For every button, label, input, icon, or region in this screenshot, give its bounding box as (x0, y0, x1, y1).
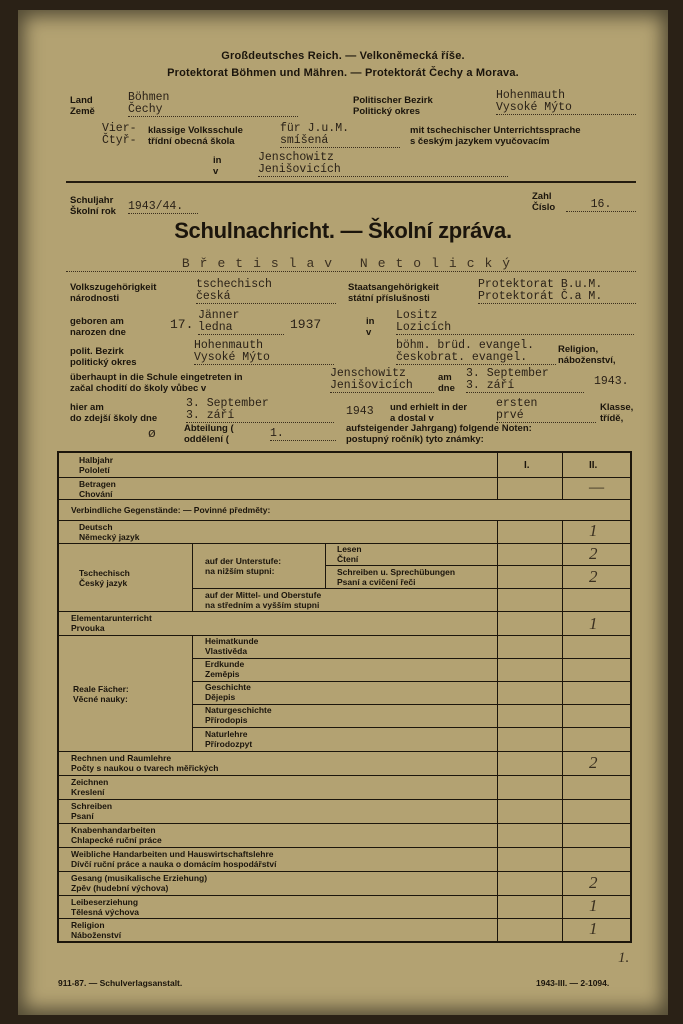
school-place-cz: Jenišovicích (258, 164, 508, 177)
land-value-cz: Čechy (128, 104, 298, 117)
header-line-1: Großdeutsches Reich. — Velkoněmecká říše. (221, 50, 465, 62)
geschichte-cell: Geschichte Dějepis (205, 682, 251, 702)
document-title: Schulnachricht. — Školní zpráva. (174, 218, 512, 243)
betragen-grade: — (589, 477, 605, 496)
volk-value-de: tschechisch (196, 278, 272, 291)
zahl-value: 16. (566, 199, 636, 212)
here-label: hier am do zdejší školy dne (70, 402, 158, 424)
knaben-cell: Knabenhandarbeiten Chlapecké ruční práce (71, 825, 162, 845)
birth-place-cz: Lozicích (396, 322, 634, 335)
staat-value-de: Protektorat B.u.M. (478, 278, 603, 291)
here-date-cz: 3. září (186, 410, 334, 423)
school-value-cz: smíšená (280, 135, 400, 148)
schreiben-sprech-grade: 2 (589, 567, 598, 586)
school-language-label: mit tschechischer Unterrichtssprache s českým jazykem vyučovacím (410, 125, 581, 147)
entered-label: überhaupt in die Schule eingetreten in začal chodití do školy vůbec v (70, 372, 243, 394)
elementar-grade: 1 (589, 614, 598, 633)
religion-value-de: böhm. brüd. evangel. (396, 339, 535, 352)
klasse-value-cz: prvé (496, 410, 596, 423)
zeichnen-cell: Zeichnen Kreslení (71, 777, 109, 797)
abteilung-value: 1. (270, 428, 336, 441)
deutsch-grade: 1 (589, 521, 598, 540)
betragen-cell: Betragen Chování (79, 479, 116, 499)
erdkunde-cell: Erdkunde Zeměpis (205, 659, 245, 679)
schuljahr-value: 1943/44. (128, 201, 198, 214)
section-label: Verbindliche Gegenstände: — Povinné předměty: (71, 505, 271, 515)
birth-label: geboren am narozen dne (70, 316, 126, 338)
birth-month-de: Jänner (198, 309, 240, 322)
col-header-2: II. (589, 460, 598, 471)
zahl-label: Zahl Číslo (532, 191, 556, 213)
birth-month-cz: ledna (198, 322, 284, 335)
schreiben-cell: Schreiben Psaní (71, 801, 113, 821)
school-value-de: für J.u.M. (280, 122, 350, 135)
abteilung-prefix: ø (148, 426, 156, 441)
school-report-sheet (18, 10, 668, 1015)
klasse-value-de: ersten (496, 397, 538, 410)
grades-table (57, 451, 632, 943)
jahrgang-label: aufsteigender Jahrgang) folgende Noten: postupný ročník) tyto známky: (346, 423, 532, 445)
leibes-grade: 1 (589, 896, 598, 915)
school-in-label: in v (213, 155, 222, 177)
footer-left: 911-87. — Schulverlagsanstalt. (58, 978, 183, 988)
birth-day: 17. (170, 317, 194, 332)
erhielt-label: und erhielt in der a dostal v (390, 402, 468, 424)
school-prefix-de: Vier- (102, 122, 137, 135)
entered-place-de: Jenschowitz (330, 367, 406, 380)
mittelstufe-cell: auf der Mittel- und Oberstufe na středním a vyšším stupni (205, 590, 322, 610)
reale-faecher-cell: Reale Fächer: Věcné nauky: (73, 684, 129, 704)
polbez-label: polit. Bezirk politický okres (70, 346, 137, 368)
birth-place-de: Lositz (396, 309, 438, 322)
school-place-de: Jenschowitz (258, 151, 334, 164)
religion-grade: 1 (589, 919, 598, 938)
entered-place-cz: Jenišovicích (330, 380, 434, 393)
naturlehre-cell: Naturlehre Přírodozpyt (205, 729, 253, 749)
here-date-de: 3. September (186, 397, 269, 410)
col-header-1: I. (524, 460, 530, 471)
volk-label: Volkszugehörigkeit národnosti (70, 282, 157, 304)
entered-date-cz: 3. září (466, 380, 584, 393)
rechnen-grade: 2 (589, 753, 598, 772)
halbjahr-cell: Halbjahr Pololetí (79, 455, 114, 475)
header-line-2: Protektorat Böhmen und Mähren. — Protektorát Čechy a Morava. (167, 67, 519, 79)
abteilung-label: Abteilung ( oddělení ( (184, 423, 234, 445)
elementar-cell: Elementarunterricht Prvouka (71, 613, 152, 633)
staat-value-cz: Protektorát Č.a M. (478, 291, 636, 304)
birth-year: 1937 (290, 317, 322, 332)
page-mark: 1. (618, 950, 630, 966)
staat-label: Staatsangehörigkeit státní příslušnosti (348, 282, 439, 304)
naturgeschichte-cell: Naturgeschichte Přírodopis (205, 705, 272, 725)
religion-cell: Religion Náboženství (71, 920, 122, 940)
unterstufe-cell: auf der Unterstufe: na nižším stupni: (205, 556, 282, 576)
student-name: Břetislav Netolický (66, 256, 636, 272)
rechnen-cell: Rechnen und Raumlehre Počty s naukou o tvarech měřických (71, 753, 219, 773)
schreiben-sprech-cell: Schreiben u. Sprechübungen Psaní a cvičení řeči (337, 567, 456, 587)
bezirk-value-cz: Vysoké Mýto (496, 102, 636, 115)
lesen-grade: 2 (589, 544, 598, 563)
entered-year: 1943. (594, 375, 629, 388)
weibliche-cell: Weibliche Handarbeiten und Hauswirtschaftslehre Dívčí ruční práce a nauka o domácím hospodářství (71, 849, 277, 869)
klasse-label: Klasse, třídě, (600, 402, 634, 424)
schuljahr-label: Schuljahr Školní rok (70, 195, 116, 217)
volk-value-cz: česká (196, 291, 336, 304)
polbez-value-cz: Vysoké Mýto (194, 352, 334, 365)
leibes-cell: Leibeserziehung Tělesná výchova (71, 897, 140, 917)
heimatkunde-cell: Heimatkunde Vlastivěda (205, 636, 259, 656)
lesen-cell: Lesen Čtení (337, 544, 362, 564)
gesang-cell: Gesang (musikalische Erziehung) Zpěv (hudební výchova) (71, 873, 208, 893)
religion-value-cz: českobrat. evangel. (396, 352, 556, 365)
here-year: 1943 (346, 405, 374, 418)
footer-right: 1943-III. — 2-1094. (536, 978, 610, 988)
religion-label: Religion, náboženství, (558, 344, 616, 366)
tschechisch-cell: Tschechisch Český jazyk (79, 568, 130, 588)
school-prefix-cz: Čtyř- (102, 134, 137, 147)
land-value-de: Böhmen (128, 91, 170, 104)
gesang-grade: 2 (589, 873, 598, 892)
birth-in-label: in v (366, 316, 375, 338)
header-rule (66, 181, 636, 183)
bezirk-label: Politischer Bezirk Politický okres (353, 95, 433, 117)
entered-date-de: 3. September (466, 367, 549, 380)
school-type-label: klassige Volksschule třídní obecná škola (148, 125, 243, 147)
entered-am-label: am dne (438, 372, 455, 394)
polbez-value-de: Hohenmauth (194, 339, 264, 352)
land-label: Land Země (70, 95, 95, 117)
bezirk-value-de: Hohenmauth (496, 89, 566, 102)
deutsch-cell: Deutsch Německý jazyk (79, 522, 140, 542)
